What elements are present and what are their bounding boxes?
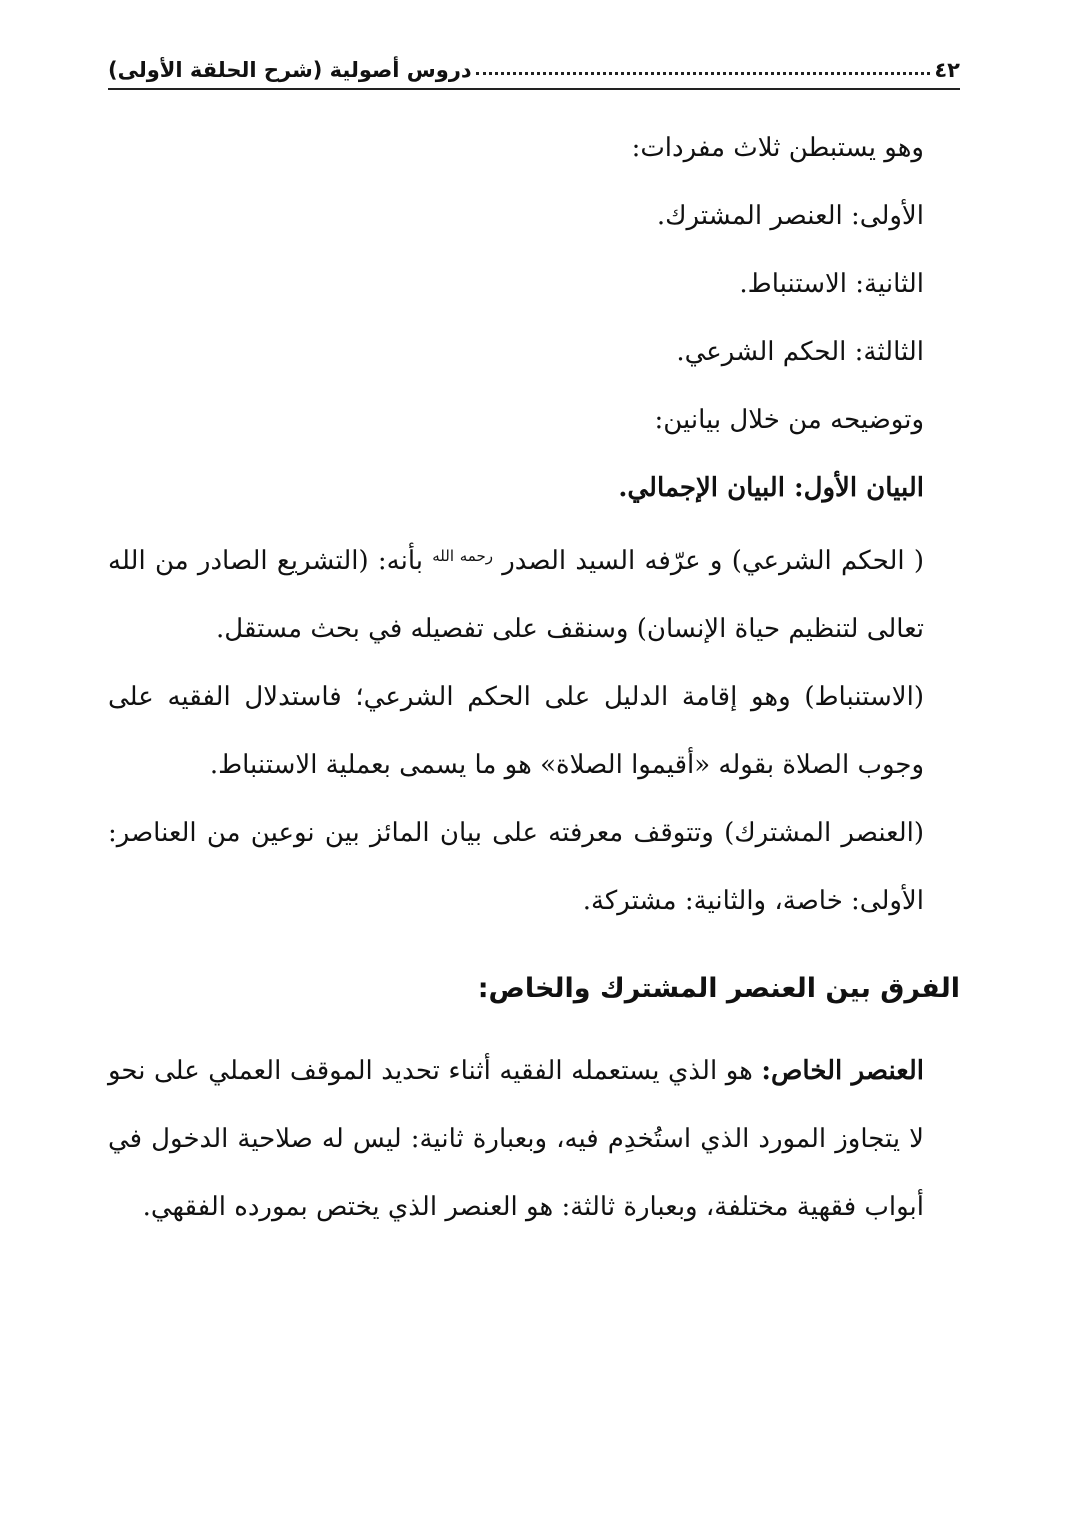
honorific-mark: رحمه الله bbox=[432, 547, 493, 565]
clarify-line: وتوضيحه من خلال بيانين: bbox=[654, 405, 924, 435]
paragraph-unsur: (العنصر المشترك) وتتوقف معرفته على بيان المائز بين نوعين من العناصر: الأولى: خاصة، والثانية: مشتركة. bbox=[108, 818, 924, 916]
section-heading-general: البيان الأول: البيان الإجمالي. bbox=[618, 473, 924, 503]
term-first: الأولى: العنصر المشترك. bbox=[656, 201, 924, 231]
section-heading-difference: الفرق بين العنصر المشترك والخاص: bbox=[477, 973, 960, 1004]
page-number: ٤٢ bbox=[934, 58, 960, 82]
paragraph-khas-lead: العنصر الخاص: bbox=[761, 1056, 924, 1086]
paragraph-hukm-start: ( الحكم الشرعي) و عرّفه السيد الصدر bbox=[492, 546, 924, 576]
intro-line: وهو يستبطن ثلاث مفردات: bbox=[631, 133, 924, 163]
header-rule bbox=[108, 88, 960, 90]
book-title: دروس أصولية (شرح الحلقة الأولى) bbox=[108, 58, 472, 82]
running-header bbox=[108, 40, 960, 84]
paragraph-hukm-end: بأنه: (التشريع الصادر من الله تعالى لتنظيم حياة الإنسان) وسنقف على تفصيله في بحث مستقل. bbox=[108, 546, 924, 644]
header-dot-leader bbox=[476, 72, 931, 75]
paragraph-khas bbox=[108, 1037, 960, 1241]
paragraph-khas-text: هو الذي يستعمله الفقيه أثناء تحديد الموقف العملي على نحو لا يتجاوز المورد الذي استُخدِم فيه، وبعبارة ثانية: ليس له صلاحية الدخول في أبواب فقهية مختلفة، وبعبارة ثالثة: هو العنصر الذي يختص بمورده الفقهي. bbox=[108, 1056, 924, 1222]
paragraph-hukm bbox=[108, 522, 960, 663]
page-body bbox=[108, 114, 960, 1241]
term-second: الثانية: الاستنباط. bbox=[739, 269, 924, 299]
paragraph-istinbat: (الاستنباط) وهو إقامة الدليل على الحكم الشرعي؛ فاستدلال الفقيه على وجوب الصلاة بقوله «أقيموا الصلاة» هو ما يسمى بعملية الاستنباط. bbox=[108, 682, 924, 780]
term-third: الثالثة: الحكم الشرعي. bbox=[676, 337, 924, 367]
